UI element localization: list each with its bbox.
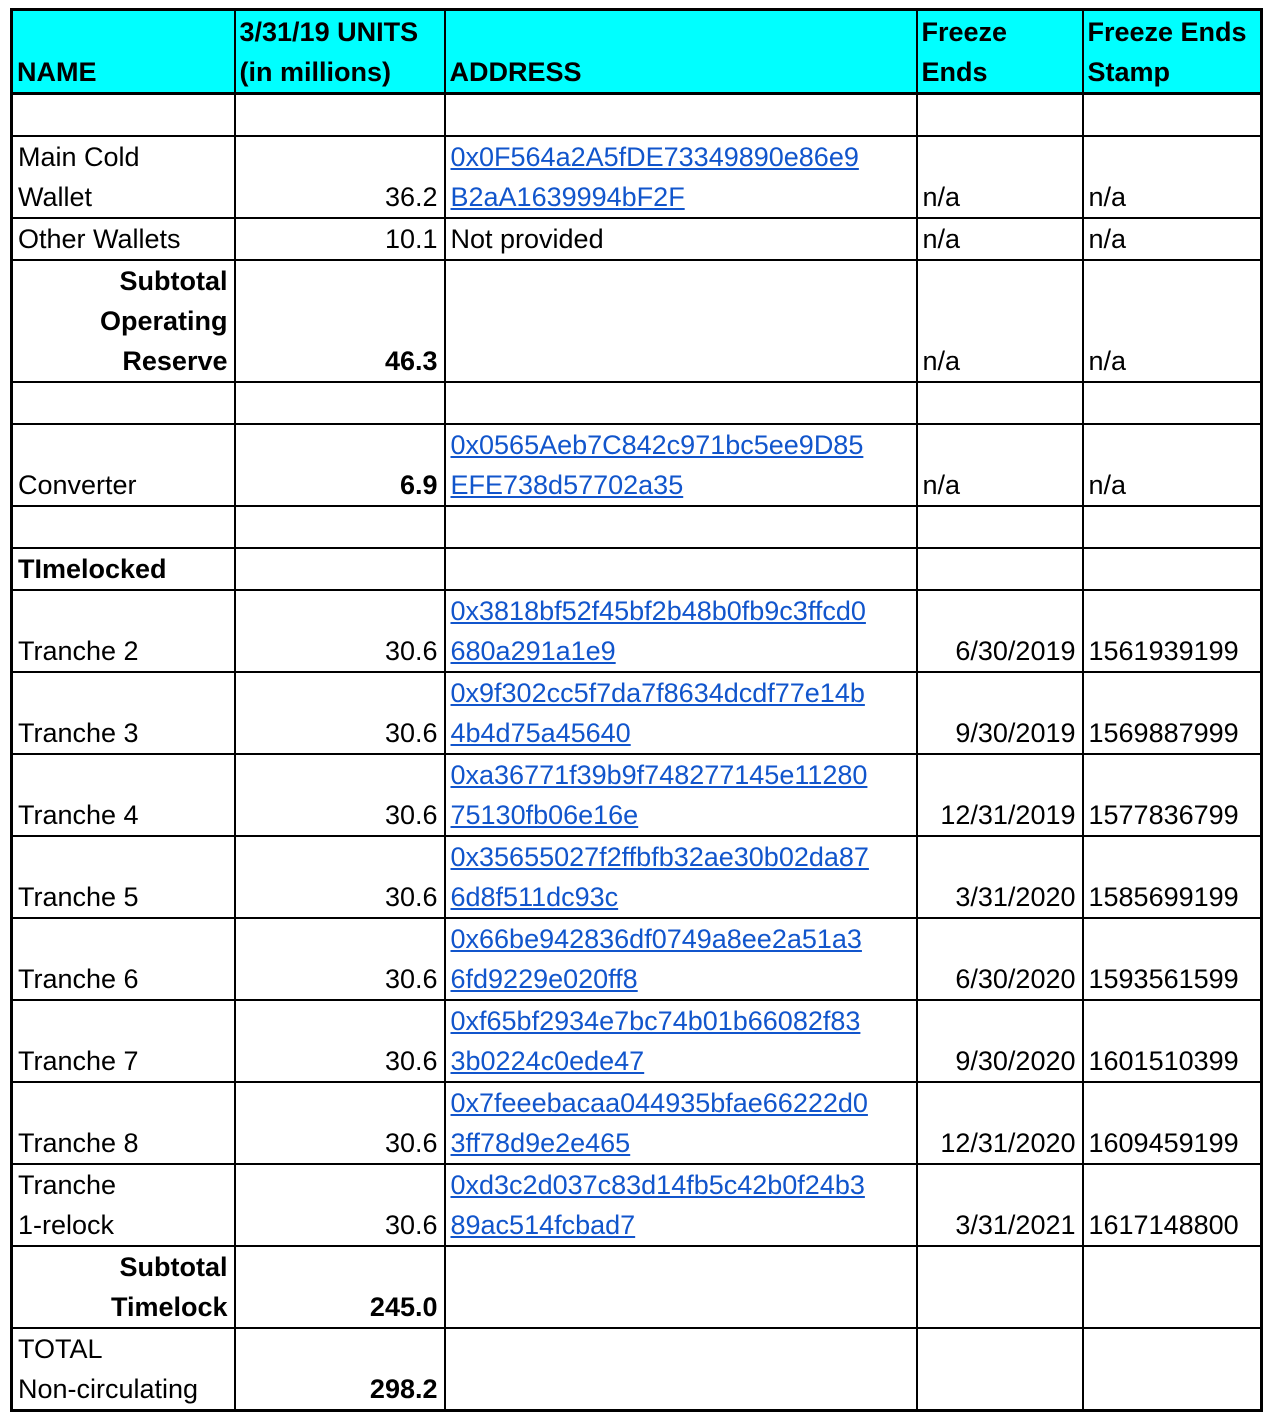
- subtotal-row: [12, 260, 1262, 382]
- table-row: [12, 424, 1262, 506]
- header-name: NAME: [12, 10, 235, 94]
- address-link[interactable]: 0xf65bf2934e7bc74b01b66082f83 3b0224c0ede47: [450, 1005, 861, 1076]
- name-cell: [12, 506, 235, 548]
- section-heading: TImelocked: [12, 548, 235, 590]
- address-cell: [445, 260, 917, 382]
- freeze-ends-cell: 6/30/2019: [917, 590, 1083, 672]
- freeze-ends-cell: 3/31/2021: [917, 1164, 1083, 1246]
- address-link[interactable]: 0x66be942836df0749a8ee2a51a3 6fd9229e020ff8: [450, 923, 862, 994]
- freeze-ends-cell: n/a: [917, 424, 1083, 506]
- freeze-stamp-cell: 1577836799: [1083, 754, 1262, 836]
- units-cell: 46.3: [235, 260, 445, 382]
- name-cell: Tranche 2: [12, 590, 235, 672]
- table-row: [12, 218, 1262, 260]
- units-cell: 6.9: [235, 424, 445, 506]
- address-cell: [445, 506, 917, 548]
- units-cell: 30.6: [235, 672, 445, 754]
- freeze-stamp-cell: 1617148800: [1083, 1164, 1262, 1246]
- freeze-ends-cell: [917, 506, 1083, 548]
- freeze-ends-cell: [917, 1246, 1083, 1328]
- address-cell: [445, 836, 917, 918]
- holdings-table: [10, 8, 1263, 1412]
- table-row: [12, 754, 1262, 836]
- freeze-ends-cell: 12/31/2020: [917, 1082, 1083, 1164]
- address-cell: [445, 918, 917, 1000]
- units-cell: 30.6: [235, 836, 445, 918]
- freeze-ends-cell: n/a: [917, 260, 1083, 382]
- address-cell: [445, 424, 917, 506]
- table-row: [12, 1164, 1262, 1246]
- units-cell: [235, 382, 445, 424]
- units-cell: 10.1: [235, 218, 445, 260]
- table-row: [12, 672, 1262, 754]
- address-cell: [445, 672, 917, 754]
- freeze-ends-cell: 3/31/2020: [917, 836, 1083, 918]
- address-cell: [445, 548, 917, 590]
- table-row: [12, 94, 1262, 136]
- name-cell: [12, 94, 235, 136]
- address-link[interactable]: 0x0F564a2A5fDE73349890e86e9 B2aA1639994bF2F: [450, 141, 859, 212]
- table-row: [12, 136, 1262, 218]
- units-cell: [235, 94, 445, 136]
- freeze-ends-cell: [917, 548, 1083, 590]
- freeze-ends-cell: n/a: [917, 218, 1083, 260]
- name-cell: Tranche 4: [12, 754, 235, 836]
- address-cell: [445, 1246, 917, 1328]
- freeze-stamp-cell: [1083, 1246, 1262, 1328]
- name-cell: Subtotal Operating Reserve: [12, 260, 235, 382]
- total-row: [12, 1328, 1262, 1411]
- name-cell: Converter: [12, 424, 235, 506]
- table-row: [12, 506, 1262, 548]
- freeze-stamp-cell: 1609459199: [1083, 1082, 1262, 1164]
- address-cell: [445, 1000, 917, 1082]
- name-cell: Other Wallets: [12, 218, 235, 260]
- freeze-stamp-cell: [1083, 382, 1262, 424]
- freeze-stamp-cell: [1083, 1328, 1262, 1411]
- address-link[interactable]: 0x3818bf52f45bf2b48b0fb9c3ffcd0 680a291a1e9: [450, 595, 866, 666]
- header-row: [12, 10, 1262, 94]
- freeze-stamp-cell: 1593561599: [1083, 918, 1262, 1000]
- units-cell: 30.6: [235, 590, 445, 672]
- units-cell: [235, 548, 445, 590]
- address-cell: [445, 754, 917, 836]
- freeze-stamp-cell: 1561939199: [1083, 590, 1262, 672]
- header-freeze-ends-stamp: Freeze Ends Stamp: [1083, 10, 1262, 94]
- name-cell: Main Cold Wallet: [12, 136, 235, 218]
- units-cell: 298.2: [235, 1328, 445, 1411]
- freeze-ends-cell: [917, 382, 1083, 424]
- address-cell: [445, 1164, 917, 1246]
- name-cell: TOTAL Non-circulating: [12, 1328, 235, 1411]
- address-link[interactable]: 0x7feeebacaa044935bfae66222d0 3ff78d9e2e465: [450, 1087, 868, 1158]
- address-cell: [445, 1082, 917, 1164]
- table-row: [12, 918, 1262, 1000]
- units-cell: [235, 506, 445, 548]
- address-cell: [445, 136, 917, 218]
- freeze-stamp-cell: [1083, 548, 1262, 590]
- address-cell: [445, 382, 917, 424]
- table-row: [12, 1000, 1262, 1082]
- table-row: [12, 382, 1262, 424]
- name-cell: Tranche 6: [12, 918, 235, 1000]
- name-cell: Tranche 8: [12, 1082, 235, 1164]
- units-cell: 30.6: [235, 918, 445, 1000]
- units-cell: 30.6: [235, 1000, 445, 1082]
- freeze-ends-cell: 6/30/2020: [917, 918, 1083, 1000]
- units-cell: 30.6: [235, 1082, 445, 1164]
- freeze-ends-cell: 9/30/2020: [917, 1000, 1083, 1082]
- units-cell: 30.6: [235, 754, 445, 836]
- address-link[interactable]: 0xd3c2d037c83d14fb5c42b0f24b3 89ac514fcbad7: [450, 1169, 865, 1240]
- name-cell: Subtotal Timelock: [12, 1246, 235, 1328]
- address-link[interactable]: 0xa36771f39b9f748277145e11280 75130fb06e16e: [450, 759, 868, 830]
- subtotal-row: [12, 1246, 1262, 1328]
- header-freeze-ends: Freeze Ends: [917, 10, 1083, 94]
- freeze-stamp-cell: n/a: [1083, 260, 1262, 382]
- header-address: ADDRESS: [445, 10, 917, 94]
- name-cell: Tranche 7: [12, 1000, 235, 1082]
- header-units: 3/31/19 UNITS (in millions): [235, 10, 445, 94]
- name-cell: Tranche 3: [12, 672, 235, 754]
- freeze-stamp-cell: 1601510399: [1083, 1000, 1262, 1082]
- freeze-ends-cell: 12/31/2019: [917, 754, 1083, 836]
- freeze-stamp-cell: n/a: [1083, 424, 1262, 506]
- name-cell: Tranche 5: [12, 836, 235, 918]
- units-cell: 245.0: [235, 1246, 445, 1328]
- units-cell: 30.6: [235, 1164, 445, 1246]
- name-cell: [12, 382, 235, 424]
- freeze-ends-cell: n/a: [917, 136, 1083, 218]
- name-cell: Tranche 1-relock: [12, 1164, 235, 1246]
- freeze-ends-cell: 9/30/2019: [917, 672, 1083, 754]
- section-row: [12, 548, 1262, 590]
- table-row: [12, 836, 1262, 918]
- freeze-ends-cell: [917, 1328, 1083, 1411]
- table-row: [12, 1082, 1262, 1164]
- freeze-stamp-cell: 1569887999: [1083, 672, 1262, 754]
- address-link[interactable]: 0x35655027f2ffbfb32ae30b02da87 6d8f511dc93c: [450, 841, 869, 912]
- units-cell: 36.2: [235, 136, 445, 218]
- address-cell: [445, 590, 917, 672]
- freeze-stamp-cell: n/a: [1083, 136, 1262, 218]
- freeze-stamp-cell: [1083, 506, 1262, 548]
- address-link[interactable]: 0x0565Aeb7C842c971bc5ee9D85 EFE738d57702a35: [450, 429, 864, 500]
- freeze-stamp-cell: 1585699199: [1083, 836, 1262, 918]
- table-row: [12, 590, 1262, 672]
- freeze-ends-cell: [917, 94, 1083, 136]
- address-link[interactable]: 0x9f302cc5f7da7f8634dcdf77e14b 4b4d75a45640: [450, 677, 865, 748]
- address-cell: [445, 1328, 917, 1411]
- freeze-stamp-cell: [1083, 94, 1262, 136]
- address-cell: Not provided: [445, 218, 917, 260]
- freeze-stamp-cell: n/a: [1083, 218, 1262, 260]
- address-cell: [445, 94, 917, 136]
